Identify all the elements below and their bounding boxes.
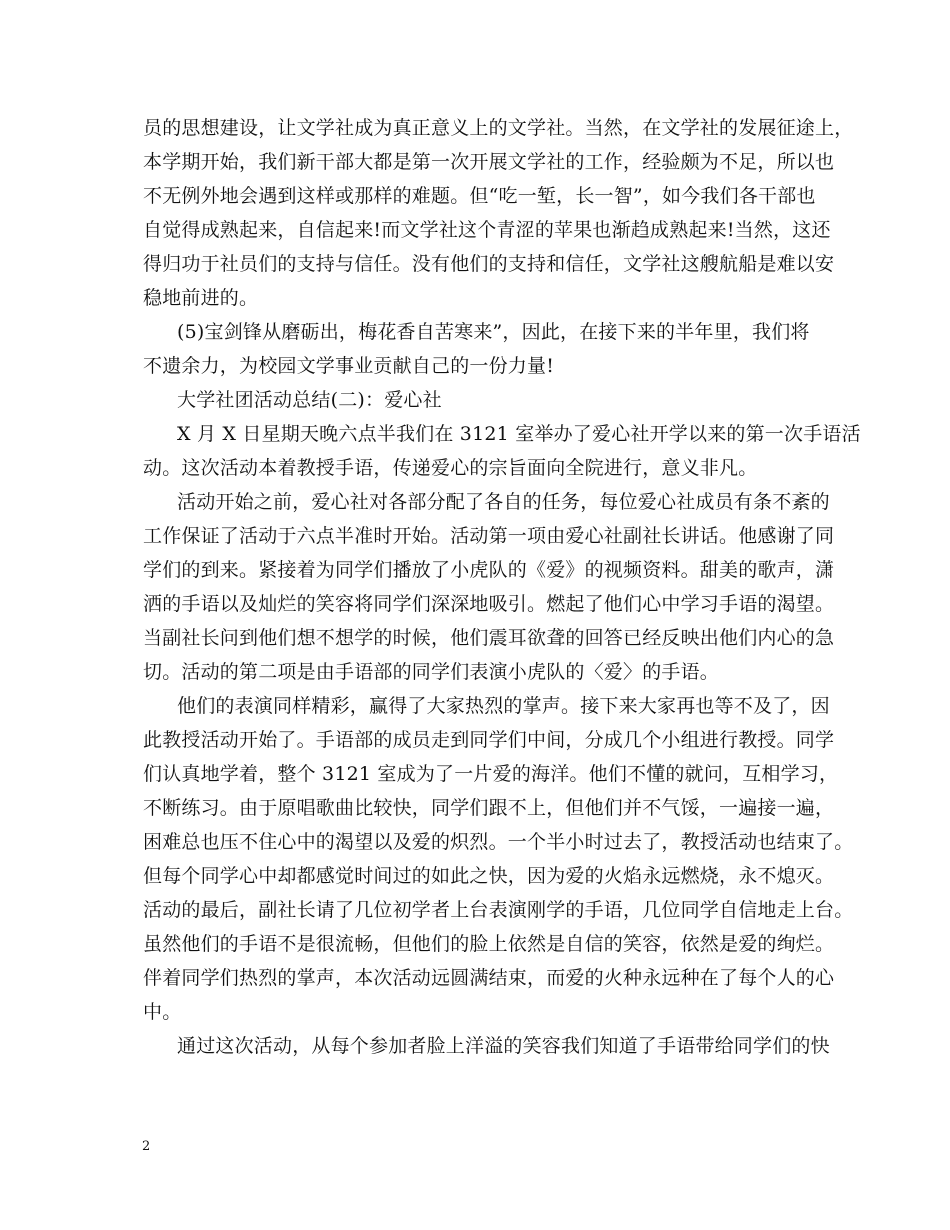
- text-line: 虽然他们的手语不是很流畅，但他们的脸上依然是自信的笑容，依然是爱的绚烂。: [143, 933, 835, 955]
- page-number: 2: [142, 1139, 151, 1154]
- text-line: 但每个同学心中却都感觉时间过的如此之快，因为爱的火焰永远燃烧，永不熄灭。: [143, 865, 835, 887]
- text-line: 活动开始之前，爱心社对各部分配了各自的任务，每位爱心社成员有条不紊的: [177, 491, 830, 513]
- text-line: 员的思想建设，让文学社成为真正意义上的文学社。当然，在文学社的发展征途上，: [143, 117, 854, 139]
- text-line: X 月 X 日星期天晚六点半我们在 3121 室举办了爱心社开学以来的第一次手语活: [177, 423, 861, 445]
- text-line: 困难总也压不住心中的渴望以及爱的炽烈。一个半小时过去了，教授活动也结束了。: [143, 831, 854, 853]
- text-line: 工作保证了活动于六点半准时开始。活动第一项由爱心社副社长讲话。他感谢了同: [143, 525, 835, 547]
- text-line: 中。: [143, 1001, 182, 1023]
- text-line: 学们的到来。紧接着为同学们播放了小虎队的《爱》的视频资料。甜美的歌声，潇: [143, 559, 835, 581]
- text-line: 稳地前进的。: [143, 287, 259, 309]
- text-line: 动。这次活动本着教授手语，传递爱心的宗旨面向全院进行，意义非凡。: [143, 457, 758, 479]
- text-line: 得归功于社员们的支持与信任。没有他们的支持和信任，文学社这艘航船是难以安: [143, 253, 835, 275]
- text-line: 活动的最后，副社长请了几位初学者上台表演刚学的手语，几位同学自信地走上台。: [143, 899, 854, 921]
- text-line: 自觉得成熟起来，自信起来!而文学社这个青涩的苹果也渐趋成熟起来!当然，这还: [143, 219, 831, 241]
- text-line: 此教授活动开始了。手语部的成员走到同学们中间，分成几个小组进行教授。同学: [143, 729, 835, 751]
- text-line: 不无例外地会遇到这样或那样的难题。但“吃一堑，长一智”，如今我们各干部也: [143, 185, 816, 207]
- text-line: 切。活动的第二项是由手语部的同学们表演小虎队的〈爱〉的手语。: [143, 661, 720, 683]
- text-line: 本学期开始，我们新干部大都是第一次开展文学社的工作，经验颇为不足，所以也: [143, 151, 835, 173]
- text-line: 当副社长问到他们想不想学的时候，他们震耳欲聋的回答已经反映出他们内心的急: [143, 627, 835, 649]
- text-line: 不断练习。由于原唱歌曲比较快，同学们跟不上，但他们并不气馁，一遍接一遍，: [143, 797, 835, 819]
- text-line: 们认真地学着，整个 3121 室成为了一片爱的海洋。他们不懂的就问，互相学习，: [143, 763, 839, 785]
- text-line: 不遗余力，为校园文学事业贡献自己的一份力量!: [143, 355, 555, 377]
- text-line: 通过这次活动，从每个参加者脸上洋溢的笑容我们知道了手语带给同学们的快: [177, 1035, 830, 1057]
- text-line: 他们的表演同样精彩，赢得了大家热烈的掌声。接下来大家再也等不及了，因: [177, 695, 830, 717]
- text-line: (5)宝剑锋从磨砺出，梅花香自苦寒来”，因此，在接下来的半年里，我们将: [177, 321, 810, 343]
- text-line: 洒的手语以及灿烂的笑容将同学们深深地吸引。燃起了他们心中学习手语的渴望。: [143, 593, 835, 615]
- section-heading: 大学社团活动总结(二)：爱心社: [177, 389, 442, 411]
- text-line: 伴着同学们热烈的掌声，本次活动远圆满结束，而爱的火种永远种在了每个人的心: [143, 967, 835, 989]
